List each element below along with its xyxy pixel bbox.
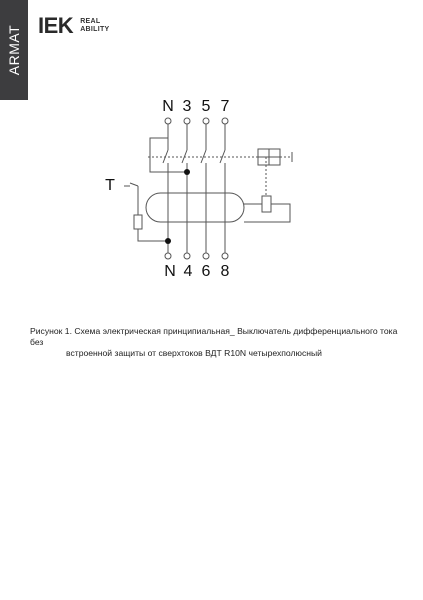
caption-line-1: Рисунок 1. Схема электрическая принципиальная_ Выключатель дифференциального тока без (30, 326, 398, 347)
top-label-n: N (162, 98, 174, 115)
trip-relay (262, 196, 271, 212)
bottom-label-8: 8 (220, 263, 230, 280)
test-button-contact (130, 183, 138, 186)
figure-caption (30, 326, 400, 359)
logo-mark: IEK (38, 13, 74, 38)
test-circuit-return (138, 229, 168, 241)
bottom-label-6: 6 (201, 263, 211, 280)
side-tab-label: ARMAT (6, 24, 22, 76)
terminal-bottom-n (165, 253, 171, 259)
junction-dot-neutral (165, 238, 171, 244)
terminal-bottom-4 (184, 253, 190, 259)
terminal-top-3 (184, 118, 190, 124)
tagline-line-2: ABILITY (80, 26, 110, 33)
current-transformer (146, 193, 244, 222)
terminal-bottom-6 (203, 253, 209, 259)
top-label-7: 7 (220, 98, 230, 115)
test-resistor (134, 215, 142, 229)
terminal-top-7 (222, 118, 228, 124)
terminal-top-n (165, 118, 171, 124)
terminal-top-5 (203, 118, 209, 124)
tagline-line-1: REAL (80, 18, 101, 25)
junction-dot-phase (184, 169, 190, 175)
test-button-label: T (105, 177, 115, 194)
top-label-3: 3 (182, 98, 192, 115)
top-label-5: 5 (201, 98, 211, 115)
bottom-label-n: N (164, 263, 176, 280)
caption-line-2: встроенной защиты от сверхтоков ВДТ R10N четырехполюсный (66, 348, 322, 358)
terminal-bottom-8 (222, 253, 228, 259)
bottom-label-4: 4 (183, 263, 193, 280)
